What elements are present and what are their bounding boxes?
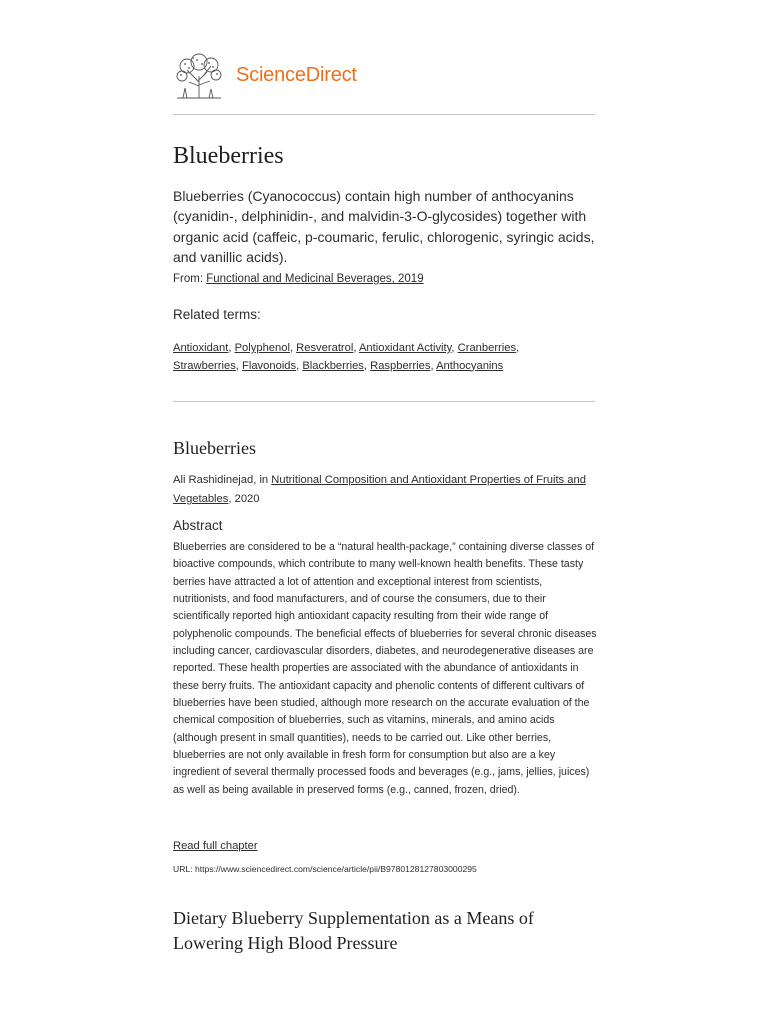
chapter-title: Blueberries — [173, 438, 256, 458]
section-divider — [173, 401, 595, 402]
related-term-link[interactable]: Resveratrol — [296, 342, 354, 354]
chapter-url: URL: https://www.sciencedirect.com/science/article/pii/B9780128127803000295 — [173, 864, 477, 874]
topic-definition: Blueberries (Cyanococcus) contain high number of anthocyanins (cyanidin-, delphinidin-, and malvidin-3-O-glycosides) together with organic acid (caffeic, p-coumaric, ferulic, chlorogenic, syringic acids, and vanillic acids). — [173, 188, 595, 265]
source-line — [173, 273, 424, 285]
related-term-link[interactable]: Raspberries — [370, 359, 431, 372]
abstract-label: Abstract — [173, 518, 223, 533]
read-full-chapter-link[interactable]: Read full chapter — [173, 840, 258, 852]
related-terms-label: Related terms: — [173, 307, 261, 322]
related-term-link[interactable]: Antioxidant Activity — [358, 342, 452, 354]
related-term-link[interactable]: Blackberries — [302, 359, 364, 372]
related-term-link[interactable]: Polyphenol — [234, 342, 290, 354]
chapter-author: Ali Rashidinejad, in — [173, 474, 272, 486]
related-term-link[interactable]: Flavonoids — [242, 359, 297, 372]
chapter-byline — [173, 471, 597, 509]
related-term-link[interactable]: Cranberries — [457, 342, 517, 354]
related-term-link[interactable]: Anthocyanins — [436, 359, 504, 372]
source-label: From: — [173, 273, 207, 285]
related-term-link[interactable]: Strawberries — [173, 359, 236, 372]
header-divider — [173, 114, 595, 115]
chapter-year: , 2020 — [228, 493, 260, 505]
next-chapter-title: Dietary Blueberry Supplementation as a Means of Lowering High Blood Pressure — [173, 908, 534, 953]
elsevier-tree-logo[interactable] — [173, 52, 225, 100]
chapter-book-link[interactable]: Nutritional Composition and Antioxidant Properties of Fruits and Vegetables — [173, 474, 586, 505]
read-full-chapter-link-wrap — [173, 840, 258, 852]
brand-name[interactable]: ScienceDirect — [236, 64, 357, 86]
abstract-text: Blueberries are considered to be a “natural health-package,” containing diverse classes of bioactive compounds, which contribute to many well-known health benefits. These tasty berries have attracted a lot of attention and exceptional interest from scientists, nutritionists, and food manufacturers, and of course the consumers, due to their scientifically reported high antioxidant capacity resulting from their wide range of polyphenolic compounds. The beneficial effects of blueberries for several chronic diseases including cancer, cardiovascular disorders, diabetes, and neurodegenerative diseases are reported. These health properties are associated with the abundance of antioxidants in these berry fruits. The antioxidant capacity and phenolic contents of different cultivars of blueberries have been studied, although more research on the accurate evaluation of the chemical composition of blueberries, such as vitamins, minerals, and amino acids (although present in small quantities), needs to be carried out. Like other berries, blueberries are not only available in fresh form for consumption but also are a key ingredient of several thermally processed foods and beverages (e.g., jams, jellies, juices) as well as being available in preserved forms (e.g., canned, frozen, dried). — [173, 541, 597, 796]
site-header — [173, 52, 597, 102]
related-terms-list: Antioxidant, Polyphenol, Resveratrol, Antioxidant Activity, Cranberries, Strawberries, Flavonoids, Blackberries, Raspberries, Anthocyanins — [173, 342, 520, 372]
related-term-link[interactable]: Antioxidant — [173, 342, 229, 354]
source-link[interactable]: Functional and Medicinal Beverages, 2019 — [206, 273, 424, 285]
page-title: Blueberries — [173, 143, 284, 169]
